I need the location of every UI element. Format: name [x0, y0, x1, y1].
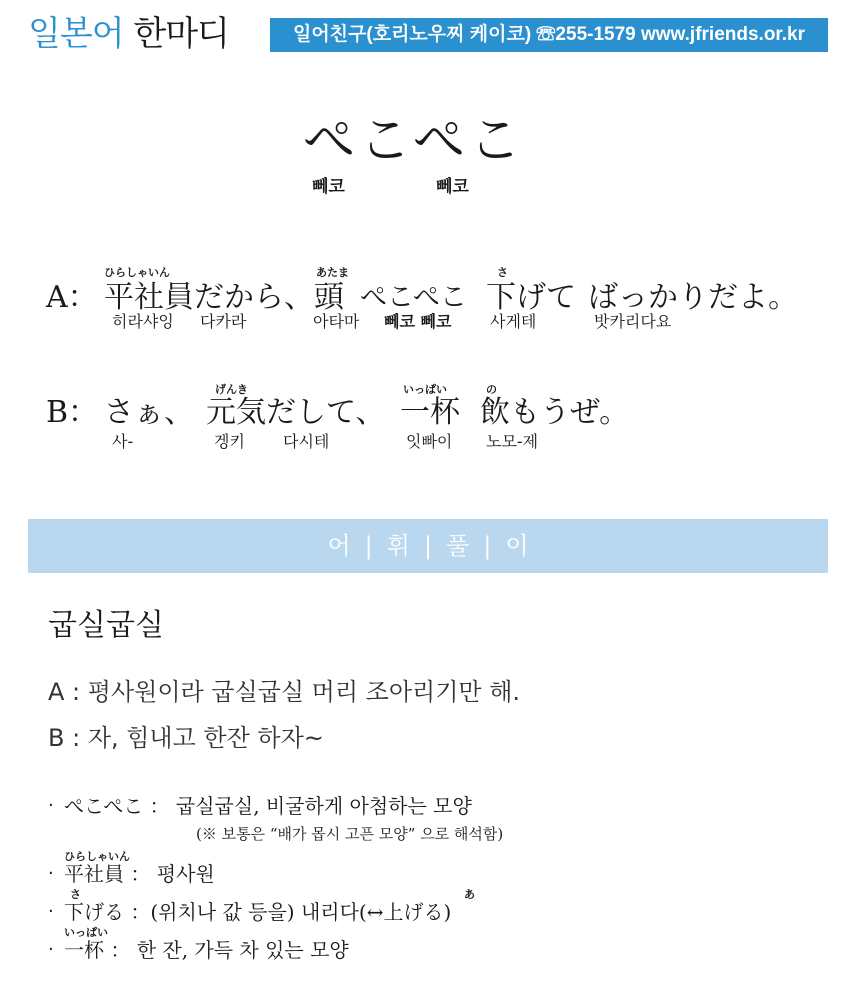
note-bullet: ·: [48, 863, 54, 884]
line-a-read4: 뻬코 뻬코: [384, 312, 452, 331]
line-b-read1: 사-: [112, 432, 134, 451]
ruby-hirashain: ひらしゃいん: [104, 266, 170, 279]
line-a-read2: 다카라: [200, 312, 247, 331]
line-a-read1: 히라샤잉: [112, 312, 174, 331]
page-title: [28, 10, 229, 58]
speaker-b: B：: [46, 395, 99, 430]
line-b-seg2: 元気だして、: [206, 395, 386, 430]
band-sep-2: |: [423, 532, 433, 560]
note-term: 平社員 ： 평사원: [64, 862, 215, 886]
band-char-3: 풀: [446, 532, 470, 560]
line-b-read4: 잇빠이: [406, 432, 453, 451]
band-sep-1: |: [364, 532, 373, 560]
line-b-read2: 겡키: [214, 432, 245, 451]
note-bullet: ·: [48, 901, 54, 922]
vocab-band: [28, 519, 828, 573]
speaker-a: A：: [46, 280, 98, 315]
line-b-seg1: さぁ、: [104, 395, 194, 430]
expression-kana: ぺこぺこ: [303, 111, 525, 171]
line-a-seg2: 頭: [314, 280, 344, 315]
note-term: 下げる ：(위치나 값 등을) 내리다(↔上げる): [64, 900, 452, 924]
ruby-genki: げんき: [215, 383, 248, 396]
line-a-read5: 사게테: [490, 312, 537, 331]
vocab-title: 굽실굽실: [48, 608, 164, 643]
line-a-seg1: 平社員だから、: [104, 280, 314, 315]
note-ruby: いっぱい: [64, 926, 108, 939]
line-b-read3: 다시테: [283, 432, 330, 451]
note-ruby: あ: [464, 888, 475, 901]
line-a-read3: 아타마: [313, 312, 360, 331]
line-b-read5: 노모-제: [486, 432, 539, 451]
expression-reading-2: 뻬코: [436, 177, 469, 197]
translation-b: B : 자, 힘내고 한잔 하자~: [48, 724, 324, 752]
expression-reading-1: 뻬코: [312, 177, 345, 197]
note-ruby: ひらしゃいん: [64, 850, 130, 863]
note-bullet: ·: [48, 939, 54, 960]
band-char-2: 휘: [386, 532, 410, 560]
title-dark: 한마디: [133, 14, 229, 54]
title-blue: 일본어: [28, 14, 124, 54]
line-a-seg3: ぺこぺこ: [360, 282, 467, 313]
ruby-atama: あたま: [316, 266, 349, 279]
line-b-seg4: 飲もうぜ。: [480, 395, 630, 430]
note-bullet: ·: [48, 795, 54, 816]
line-a-seg4: 下げて: [486, 280, 576, 315]
ruby-sa: さ: [497, 266, 508, 279]
note-term: ぺこぺこ ： 굽실굽실, 비굴하게 아첨하는 모양: [64, 794, 472, 818]
line-a-read6: 밧카리다요: [594, 312, 672, 331]
translation-a: A : 평사원이라 굽실굽실 머리 조아리기만 해.: [48, 678, 521, 706]
note-ruby: さ: [70, 888, 81, 901]
contact-bar: 일어친구(호리노우찌 케이코) ☏255-1579 www.jfriends.or.kr: [270, 18, 828, 52]
band-sep-3: |: [483, 532, 492, 560]
band-char-4: 이: [505, 532, 529, 560]
note-term: 一杯 ： 한 잔, 가득 차 있는 모양: [64, 938, 349, 962]
ruby-no: の: [486, 383, 497, 396]
ruby-ippai: いっぱい: [403, 383, 447, 396]
line-a-seg5: ばっかりだよ。: [588, 280, 798, 315]
line-b-seg3: 一杯: [400, 395, 460, 430]
band-char-1: 어: [327, 532, 351, 560]
note-subtext: (※ 보통은 “배가 몹시 고픈 모양” 으로 해석함): [196, 825, 504, 843]
